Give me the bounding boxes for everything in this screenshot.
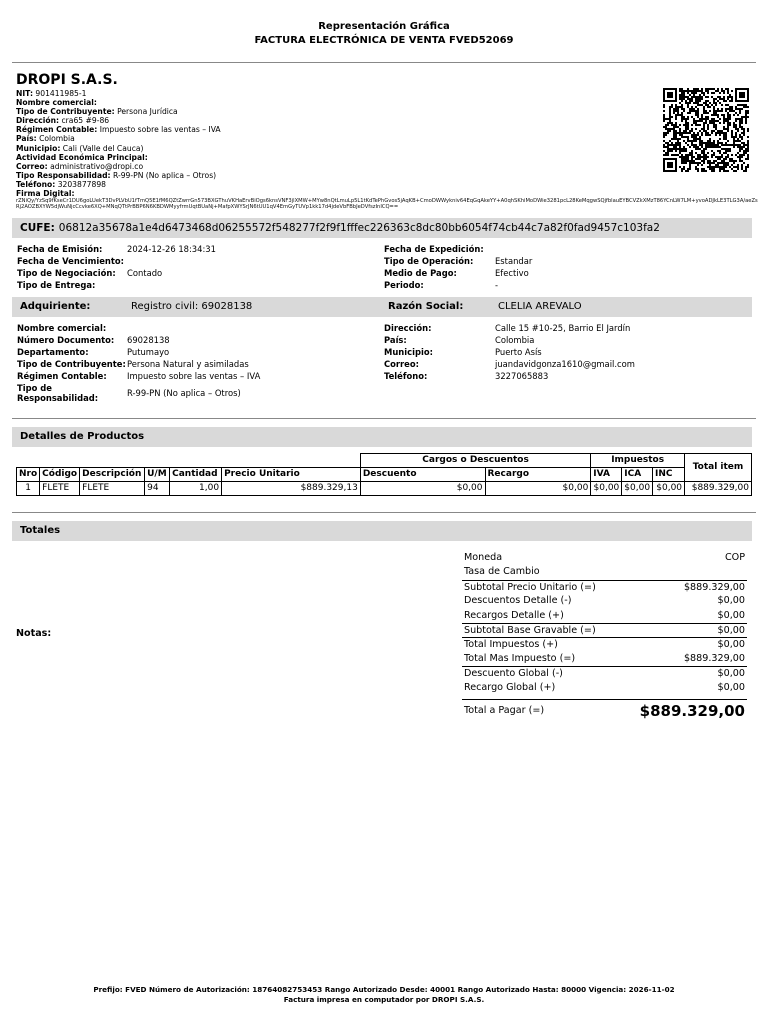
totals-row: Moneda COP [464, 552, 745, 563]
business-name-label: Razón Social: [388, 301, 464, 312]
col-ica: ICA [622, 468, 653, 482]
document-header [0, 20, 768, 48]
issuer-field: Firma Digital: [16, 189, 75, 199]
notes-label: Notas: [16, 628, 52, 639]
info-row: Fecha de Emisión: 2024-12-26 18:34:31 [17, 244, 216, 254]
info-row: Tipo de Negociación: Contado [17, 268, 163, 278]
info-row: Departamento: Putumayo [17, 347, 170, 357]
issuer-field: Teléfono: 3203877898 [16, 179, 107, 189]
col-descripcion: Descripción [80, 468, 145, 482]
col-codigo: Código [40, 468, 80, 482]
info-row: Tipo de Operación: Estandar [384, 256, 533, 266]
acquirer-info-right [384, 322, 635, 382]
divider [12, 512, 756, 513]
issuer-field: NIT: 901411985-1 [16, 89, 87, 98]
totals-row: Descuento Global (-) $0,00 [464, 668, 745, 680]
info-row: País: Colombia [384, 335, 535, 345]
table-row: 1 FLETE FLETE 94 1,00 $889.329,13 $0,00 $0,00 $0,00 $0,00 $0,00 $889.329,00 [17, 482, 752, 496]
info-row: Fecha de Expedición: [384, 244, 484, 254]
issuer-field: Tipo de Contribuyente: Persona Jurídica [16, 107, 178, 117]
grand-total-value: $889.329,00 [639, 701, 745, 720]
cufe-label: CUFE: [20, 222, 55, 234]
total-item-header: Total item [685, 454, 752, 482]
totals-row: Subtotal Base Gravable (=) $0,00 [464, 624, 745, 636]
invoice-info-right [384, 243, 532, 291]
grand-total-label: Total a Pagar (=) [464, 704, 545, 716]
footer [0, 985, 768, 1005]
totals-row: Descuentos Detalle (-) $0,00 [464, 595, 745, 607]
col-descuento: Descuento [360, 468, 485, 482]
totals-row: Recargos Detalle (+) $0,00 [464, 609, 745, 621]
acquirer-bar [12, 297, 752, 317]
info-row: Dirección: Calle 15 #10-25, Barrio El Jardín [384, 323, 631, 333]
issuer-name: DROPI S.A.S. [16, 72, 118, 88]
table-group-header-row [17, 454, 752, 468]
acquirer-id: Registro civil: 69028138 [131, 301, 253, 312]
totals-table [462, 551, 747, 721]
invoice-title: FACTURA ELECTRÓNICA DE VENTA FVED52069 [254, 35, 514, 46]
info-row: Tipo de Entrega: [17, 280, 96, 290]
info-row: Fecha de Vencimiento: [17, 256, 124, 266]
issuer-field: Municipio: Cali (Valle del Cauca) [16, 143, 144, 153]
info-row: Número Documento: 69028138 [17, 335, 170, 345]
invoice-info-left [17, 243, 216, 291]
issuer-field: País: Colombia [16, 134, 75, 144]
col-inc: INC [653, 468, 685, 482]
issuer-field: Dirección: cra65 #9-86 [16, 116, 110, 126]
col-iva: IVA [591, 468, 622, 482]
info-row: Nombre comercial: [17, 323, 107, 333]
totals-section-title: Totales [12, 521, 752, 541]
info-row: Periodo: - [384, 280, 499, 290]
printed-by: Factura impresa en computador por DROPI S.A.S. [283, 995, 485, 1004]
totals-row: Subtotal Precio Unitario (=) $889.329,00 [464, 581, 745, 593]
acquirer-label: Adquiriente: [20, 301, 91, 312]
col-recargo: Recargo [485, 468, 591, 482]
table-header-row [17, 468, 752, 482]
divider [12, 62, 756, 63]
issuer-block [16, 72, 656, 198]
totals-row: Total Mas Impuesto (=) $889.329,00 [464, 652, 745, 664]
acquirer-info-left [17, 322, 260, 403]
issuer-field: Nombre comercial: [16, 98, 97, 108]
info-row: Teléfono: 3227065883 [384, 371, 549, 381]
issuer-field: Correo: administrativo@dropi.co [16, 161, 144, 171]
divider [12, 418, 756, 419]
products-table [16, 453, 752, 496]
cufe-bar [12, 218, 752, 238]
grand-total-row [462, 699, 747, 721]
info-row: Medio de Pago: Efectivo [384, 268, 529, 278]
business-name-value: CLELIA AREVALO [498, 301, 582, 312]
digital-signature: rZNiQy/YzSq9fKseCr1DU6goLUekT3DvPLVbU1fTmQ5E1fM6QZtZwrrGn573BXGThuVKHaErvBiOgs6knsVNF3jlXMW+MYw8nQtLmuLp5L1tKdTePhGvos5jAqKB+CmoDWWykniv64EqGqAkeYY+A0qhSKhiMoDWie3281pcL28KeMqgwSQjfblauEYBCVZkXMzT86YCnLW7LM+yvoADJkLE3TLG3A/aeZsRj2AOZBXYW5djWuNjcCcvke6XQ+MNqQTtPrBBP6N6KBDWMyyfrmUqtBUaNj+MafpXWYSrJN6tUU1qV4EmGyTUVp1kk17d4jdeVbFBbJeDVfszInICQ== [16, 198, 758, 211]
issuer-field: Régimen Contable: Impuesto sobre las ventas – IVA [16, 125, 221, 135]
cufe-value: 06812a35678a1e4d6473468d06255572f548277f2f9f1fffec226363c8dc80bb6054f74cb44c7a82f0fad9457c103fa2 [58, 222, 660, 234]
taxes-group-header: Impuestos [591, 454, 685, 468]
col-nro: Nro [17, 468, 40, 482]
info-row: Correo: juandavidgonza1610@gmail.com [384, 359, 635, 369]
totals-row: Tasa de Cambio [464, 566, 540, 578]
totals-row: Total Impuestos (+) $0,00 [464, 639, 745, 651]
products-section-title: Detalles de Productos [12, 427, 752, 447]
authorization-info: Prefijo: FVED Número de Autorización: 18764082753453 Rango Autorizado Desde: 40001 Rango Autorizado Hasta: 80000 Vigencia: 2026-11-02 [93, 985, 675, 994]
charges-group-header: Cargos o Descuentos [360, 454, 590, 468]
info-row: Municipio: Puerto Asís [384, 347, 542, 357]
col-um: U/M [145, 468, 170, 482]
issuer-field: Actividad Económica Principal: [16, 152, 148, 162]
info-row: Tipo de Contribuyente: Persona Natural y asimiladas [17, 359, 249, 369]
col-cantidad: Cantidad [170, 468, 222, 482]
qr-code-icon [663, 88, 749, 172]
col-precio: Precio Unitario [222, 468, 361, 482]
totals-row: Recargo Global (+) $0,00 [464, 681, 745, 693]
issuer-field: Tipo Responsabilidad: R-99-PN (No aplica – Otros) [16, 170, 217, 180]
header-subtitle: Representación Gráfica [318, 21, 450, 32]
info-row: Tipo de Responsabilidad: R-99-PN (No aplica – Otros) [17, 383, 241, 403]
info-row: Régimen Contable: Impuesto sobre las ventas – IVA [17, 371, 261, 381]
